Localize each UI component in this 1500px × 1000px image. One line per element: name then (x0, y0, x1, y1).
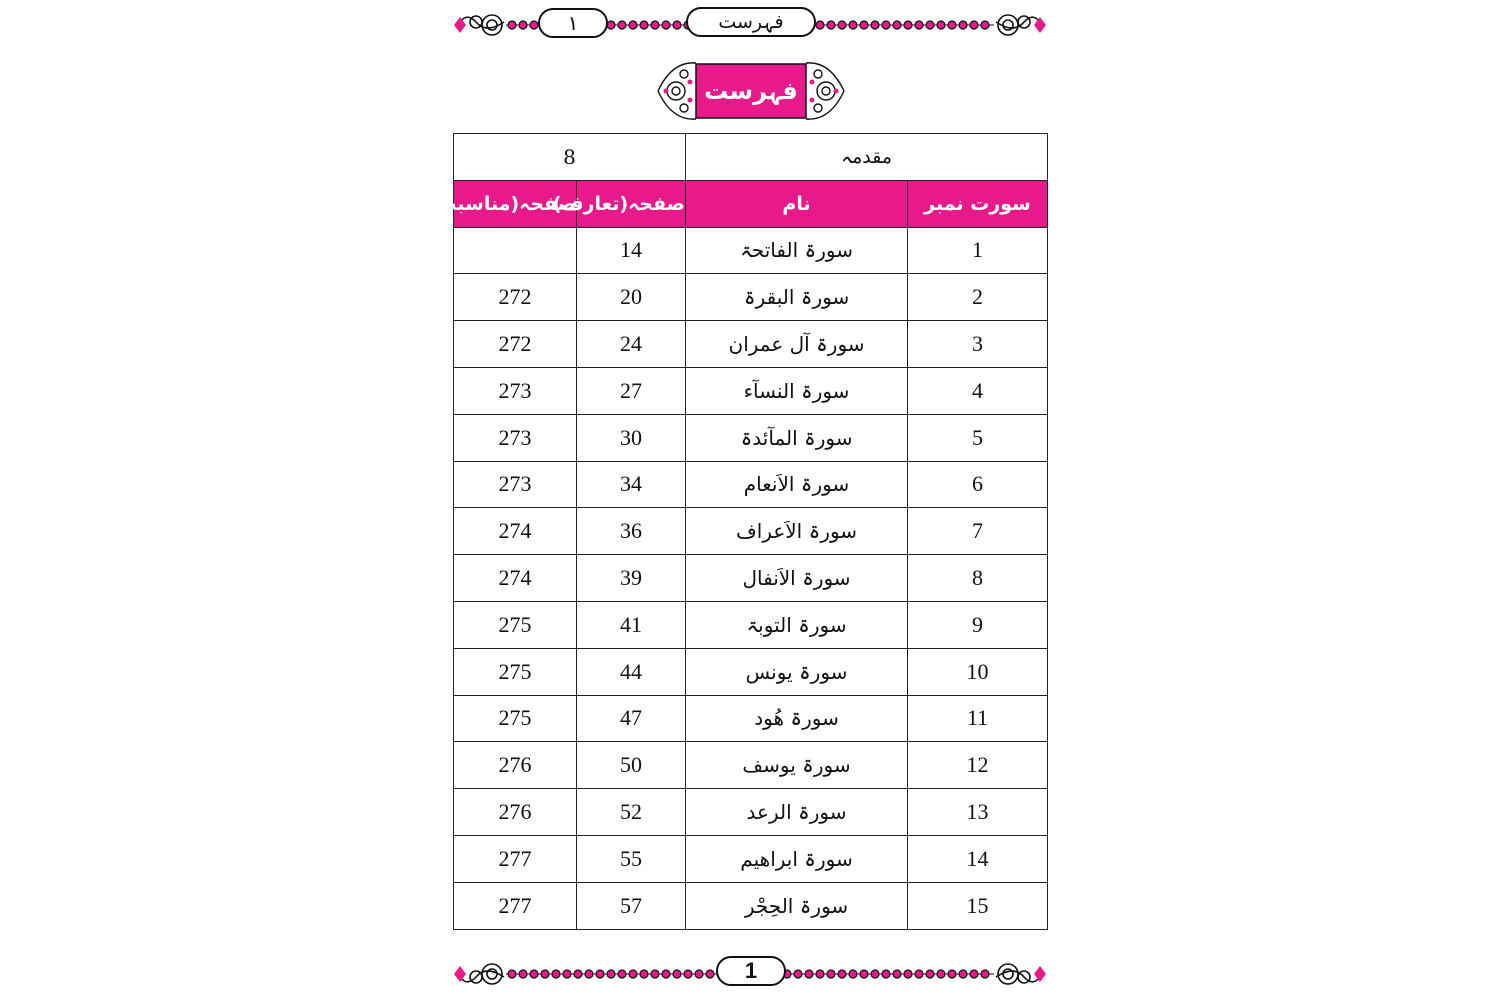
intro-page-cell: 30 (577, 414, 686, 461)
table-row (454, 321, 1048, 368)
intro-page-cell: 36 (577, 508, 686, 555)
relevance-page-cell: 277 (454, 835, 577, 882)
contents-table (428, 133, 1048, 930)
surah-number-cell: 4 (908, 367, 1048, 414)
relevance-page-cell: 275 (454, 695, 577, 742)
table-row (454, 648, 1048, 695)
relevance-page-cell: 272 (454, 321, 577, 368)
relevance-page-cell (454, 227, 577, 274)
table-row (454, 461, 1048, 508)
table-row (454, 508, 1048, 555)
table-row (454, 555, 1048, 602)
intro-page-cell: 27 (577, 367, 686, 414)
relevance-page-cell: 275 (454, 648, 577, 695)
surah-number-cell: 10 (908, 648, 1048, 695)
intro-page-cell: 14 (577, 227, 686, 274)
intro-page-cell: 41 (577, 601, 686, 648)
surah-name-cell: سورۃ الحِجْر (686, 882, 908, 929)
surah-name-cell: سورۃ الاَنعام (686, 461, 908, 508)
surah-number-cell: 1 (908, 227, 1048, 274)
surah-number-cell: 2 (908, 274, 1048, 321)
surah-name-cell: سورۃ یوسف (686, 742, 908, 789)
surah-name-cell: سورۃ المآئدۃ (686, 414, 908, 461)
intro-label: مقدمہ (686, 134, 1048, 181)
surah-name-cell: سورۃ الاَنفال (686, 555, 908, 602)
relevance-page-cell: 273 (454, 414, 577, 461)
surah-name-cell: سورۃ الرعد (686, 789, 908, 836)
surah-number-cell: 15 (908, 882, 1048, 929)
header-page-label: ١ (538, 8, 608, 38)
surah-name-cell: سورۃ الفاتحۃ (686, 227, 908, 274)
intro-page-cell: 39 (577, 555, 686, 602)
relevance-page-cell: 273 (454, 461, 577, 508)
intro-page-cell: 57 (577, 882, 686, 929)
intro-page: 8 (454, 134, 686, 181)
surah-number-cell: 13 (908, 789, 1048, 836)
table-row (454, 695, 1048, 742)
intro-page-cell: 20 (577, 274, 686, 321)
intro-page-cell: 24 (577, 321, 686, 368)
surah-number-cell: 14 (908, 835, 1048, 882)
surah-name-cell: سورۃ النسآء (686, 367, 908, 414)
surah-number-cell: 6 (908, 461, 1048, 508)
surah-name-cell: سورۃ البقرۃ (686, 274, 908, 321)
table-row (454, 414, 1048, 461)
surah-name-cell: سورۃ ھُود (686, 695, 908, 742)
relevance-page-cell: 276 (454, 742, 577, 789)
table-row (454, 227, 1048, 274)
surah-number-cell: 3 (908, 321, 1048, 368)
surah-name-cell: سورۃ آل عمران (686, 321, 908, 368)
table-row (454, 601, 1048, 648)
relevance-page-cell: 277 (454, 882, 577, 929)
intro-page-cell: 50 (577, 742, 686, 789)
intro-page-cell: 44 (577, 648, 686, 695)
table-row (454, 835, 1048, 882)
intro-row (454, 134, 1048, 181)
intro-page-cell: 34 (577, 461, 686, 508)
surah-name-cell: سورۃ ابراھیم (686, 835, 908, 882)
relevance-page-cell: 272 (454, 274, 577, 321)
table-header-row (454, 180, 1048, 227)
surah-name-cell: سورۃ یونس (686, 648, 908, 695)
relevance-page-cell: 274 (454, 508, 577, 555)
column-header-intro-page: صفحہ(تعارف) (577, 180, 686, 227)
surah-number-cell: 12 (908, 742, 1048, 789)
column-header-surah-number: سورت نمبر (908, 180, 1048, 227)
column-header-relevance-page: صفحہ(مناسبت) (454, 180, 577, 227)
heading-title: فہرست (704, 77, 798, 105)
table-row (454, 882, 1048, 929)
table-row (454, 789, 1048, 836)
column-header-name: نام (686, 180, 908, 227)
intro-page-cell: 52 (577, 789, 686, 836)
surah-number-cell: 8 (908, 555, 1048, 602)
footer-page-number: 1 (716, 956, 786, 986)
surah-number-cell: 9 (908, 601, 1048, 648)
table-row (454, 274, 1048, 321)
header-title: فہرست (686, 7, 816, 37)
table-row (454, 742, 1048, 789)
intro-page-cell: 55 (577, 835, 686, 882)
relevance-page-cell: 273 (454, 367, 577, 414)
surah-number-cell: 7 (908, 508, 1048, 555)
heading-cartouche (654, 58, 848, 124)
relevance-page-cell: 275 (454, 601, 577, 648)
surah-name-cell: سورۃ الاَعراف (686, 508, 908, 555)
surah-name-cell: سورۃ التوبۃ (686, 601, 908, 648)
intro-page-cell: 47 (577, 695, 686, 742)
table-row (454, 367, 1048, 414)
surah-number-cell: 11 (908, 695, 1048, 742)
surah-number-cell: 5 (908, 414, 1048, 461)
relevance-page-cell: 276 (454, 789, 577, 836)
relevance-page-cell: 274 (454, 555, 577, 602)
